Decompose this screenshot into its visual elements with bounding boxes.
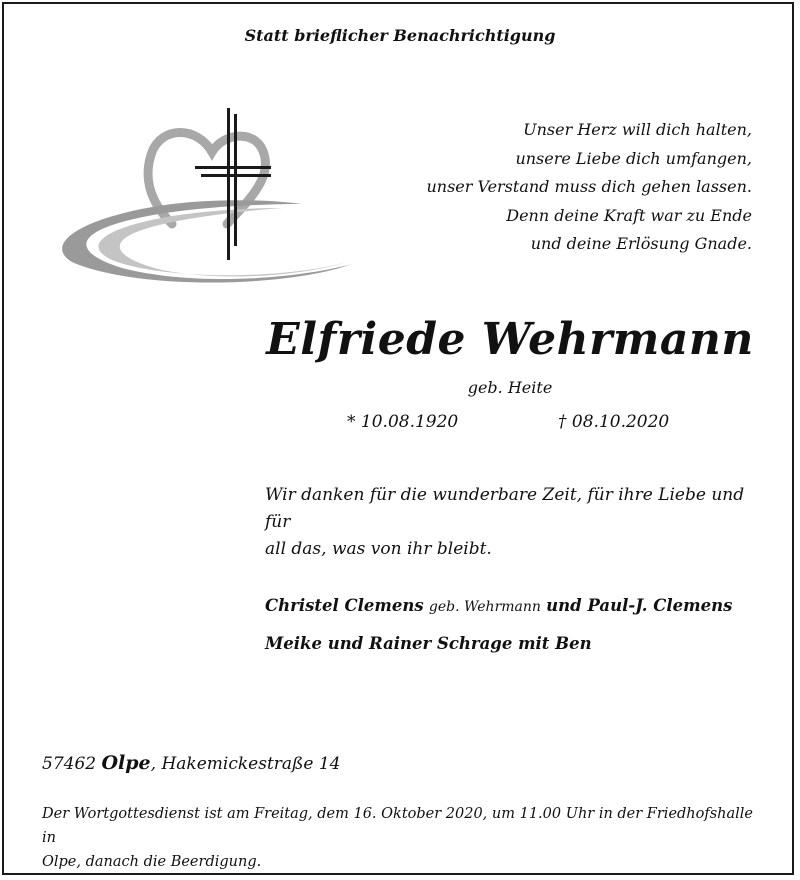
family-joiner: und Paul-J. Clemens bbox=[546, 596, 733, 615]
address-zip: 57462 bbox=[42, 754, 97, 774]
poem bbox=[426, 116, 752, 259]
header-notice: Statt brieflicher Benachrichtigung bbox=[244, 26, 556, 45]
service-line: Der Wortgottesdienst ist am Freitag, dem 16. Oktober 2020, um 11.00 Uhr in der Friedhofshalle in bbox=[42, 806, 754, 846]
family-name-1-note: geb. Wehrmann bbox=[428, 599, 541, 615]
poem-line: Unser Herz will dich halten, bbox=[523, 120, 752, 139]
heart-cross-swoosh-icon bbox=[52, 104, 372, 294]
poem-line: und deine Erlösung Gnade. bbox=[530, 234, 752, 253]
service-info bbox=[42, 802, 767, 874]
thanks-text bbox=[265, 482, 765, 563]
thanks-line: all das, was von ihr bleibt. bbox=[265, 539, 492, 559]
family-line-2: Meike und Rainer Schrage mit Ben bbox=[265, 634, 592, 653]
address-street: , Hakemickestraße 14 bbox=[150, 754, 341, 774]
birth-name: geb. Heite bbox=[467, 378, 553, 397]
deceased-name: Elfriede Wehrmann bbox=[266, 314, 754, 365]
poem-line: Denn deine Kraft war zu Ende bbox=[506, 205, 752, 225]
family-line-1 bbox=[265, 596, 732, 615]
death-date: † 08.10.2020 bbox=[558, 412, 670, 432]
thanks-line: Wir danken für die wunderbare Zeit, für ihre Liebe und für bbox=[265, 485, 745, 532]
poem-line: unsere Liebe dich umfangen, bbox=[515, 148, 752, 168]
family-name-1: Christel Clemens bbox=[265, 596, 424, 615]
service-line: Olpe, danach die Beerdigung. bbox=[42, 854, 262, 870]
poem-line: unser Verstand muss dich gehen lassen. bbox=[426, 177, 752, 196]
address bbox=[42, 752, 341, 774]
address-city: Olpe bbox=[101, 752, 151, 774]
birth-date: * 10.08.1920 bbox=[347, 412, 459, 432]
